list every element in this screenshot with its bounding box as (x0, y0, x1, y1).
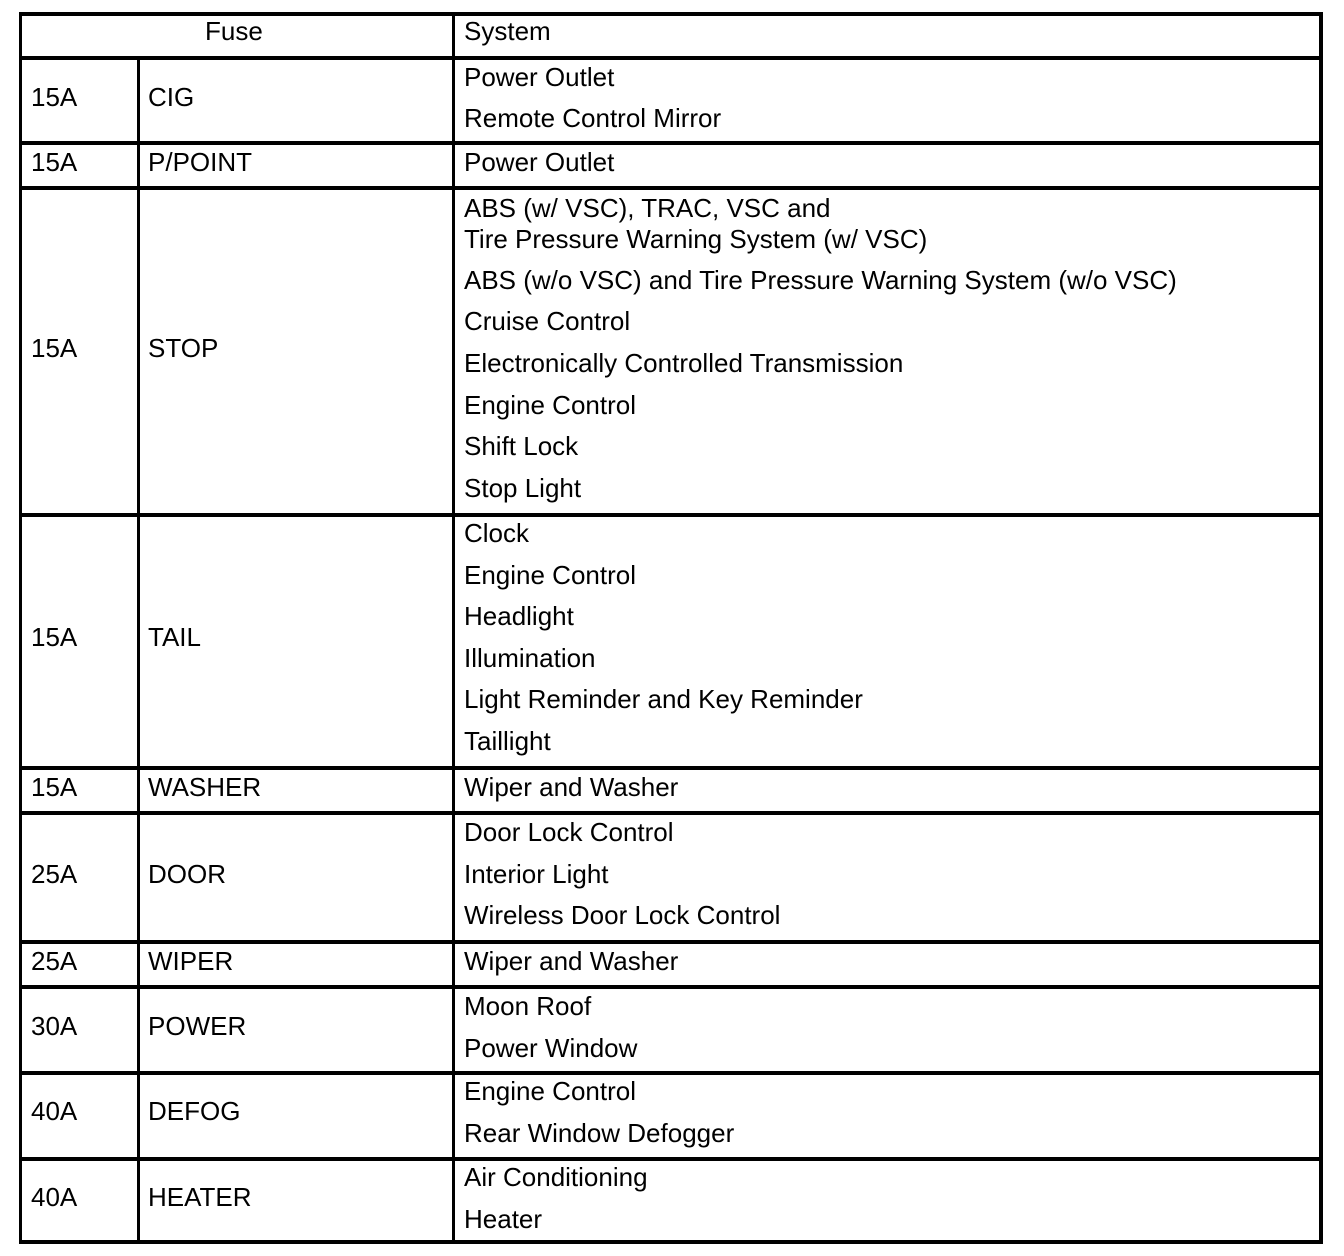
fuse-amperage: 40A (31, 1182, 78, 1212)
row-border (19, 940, 1323, 944)
system-item: Interior Light (464, 859, 609, 889)
header-fuse: Fuse (205, 16, 263, 46)
system-item: Shift Lock (464, 431, 579, 461)
system-item: Wiper and Washer (464, 772, 679, 802)
fuse-name: CIG (148, 82, 195, 112)
fuse-amperage: 15A (31, 82, 78, 112)
system-item: Wireless Door Lock Control (464, 900, 781, 930)
column-border (1319, 12, 1323, 1244)
system-item: Clock (464, 518, 530, 548)
row-border (19, 141, 1323, 145)
fuse-name: POWER (148, 1011, 247, 1041)
row-border (19, 56, 1323, 60)
system-item: Power Window (464, 1033, 638, 1063)
row-border (19, 1157, 1323, 1161)
fuse-amperage: 15A (31, 333, 78, 363)
fuse-name: STOP (148, 333, 219, 363)
row-border (19, 811, 1323, 815)
system-item: Illumination (464, 643, 596, 673)
fuse-amperage: 25A (31, 946, 78, 976)
row-border (19, 1240, 1323, 1244)
fuse-amperage: 15A (31, 147, 78, 177)
system-item: Air Conditioning (464, 1162, 648, 1192)
system-item: Heater (464, 1204, 543, 1234)
system-item: Rear Window Defogger (464, 1118, 735, 1148)
row-border (19, 513, 1323, 517)
row-border (19, 766, 1323, 770)
system-item: Headlight (464, 601, 574, 631)
system-item: Light Reminder and Key Reminder (464, 684, 863, 714)
fuse-name: DEFOG (148, 1096, 241, 1126)
row-border (19, 1071, 1323, 1075)
column-border (137, 58, 140, 1244)
fuse-amperage: 40A (31, 1096, 78, 1126)
system-item: ABS (w/ VSC), TRAC, VSC and (464, 193, 831, 223)
system-item: Engine Control (464, 560, 636, 590)
system-item: ABS (w/o VSC) and Tire Pressure Warning System (w/o VSC) (464, 265, 1177, 295)
fuse-name: P/POINT (148, 147, 253, 177)
header-system: System (464, 16, 551, 46)
system-item: Engine Control (464, 390, 636, 420)
fuse-name: TAIL (148, 622, 201, 652)
fuse-amperage: 30A (31, 1011, 78, 1041)
system-item: Moon Roof (464, 991, 592, 1021)
row-border (19, 985, 1323, 989)
system-item: Tire Pressure Warning System (w/ VSC) (464, 224, 928, 254)
system-item: Door Lock Control (464, 817, 674, 847)
system-item: Wiper and Washer (464, 946, 679, 976)
fuse-amperage: 15A (31, 622, 78, 652)
row-border (19, 186, 1323, 190)
system-item: Remote Control Mirror (464, 103, 722, 133)
fuse-name: HEATER (148, 1182, 252, 1212)
fuse-name: WASHER (148, 772, 262, 802)
system-item: Stop Light (464, 473, 582, 503)
fuse-amperage: 25A (31, 859, 78, 889)
column-border (452, 12, 455, 1244)
column-border (19, 12, 22, 1244)
system-item: Engine Control (464, 1076, 636, 1106)
system-item: Taillight (464, 726, 551, 756)
system-item: Power Outlet (464, 62, 615, 92)
fuse-amperage: 15A (31, 772, 78, 802)
fuse-name: WIPER (148, 946, 234, 976)
fuse-name: DOOR (148, 859, 226, 889)
system-item: Power Outlet (464, 147, 615, 177)
system-item: Electronically Controlled Transmission (464, 348, 904, 378)
system-item: Cruise Control (464, 306, 631, 336)
